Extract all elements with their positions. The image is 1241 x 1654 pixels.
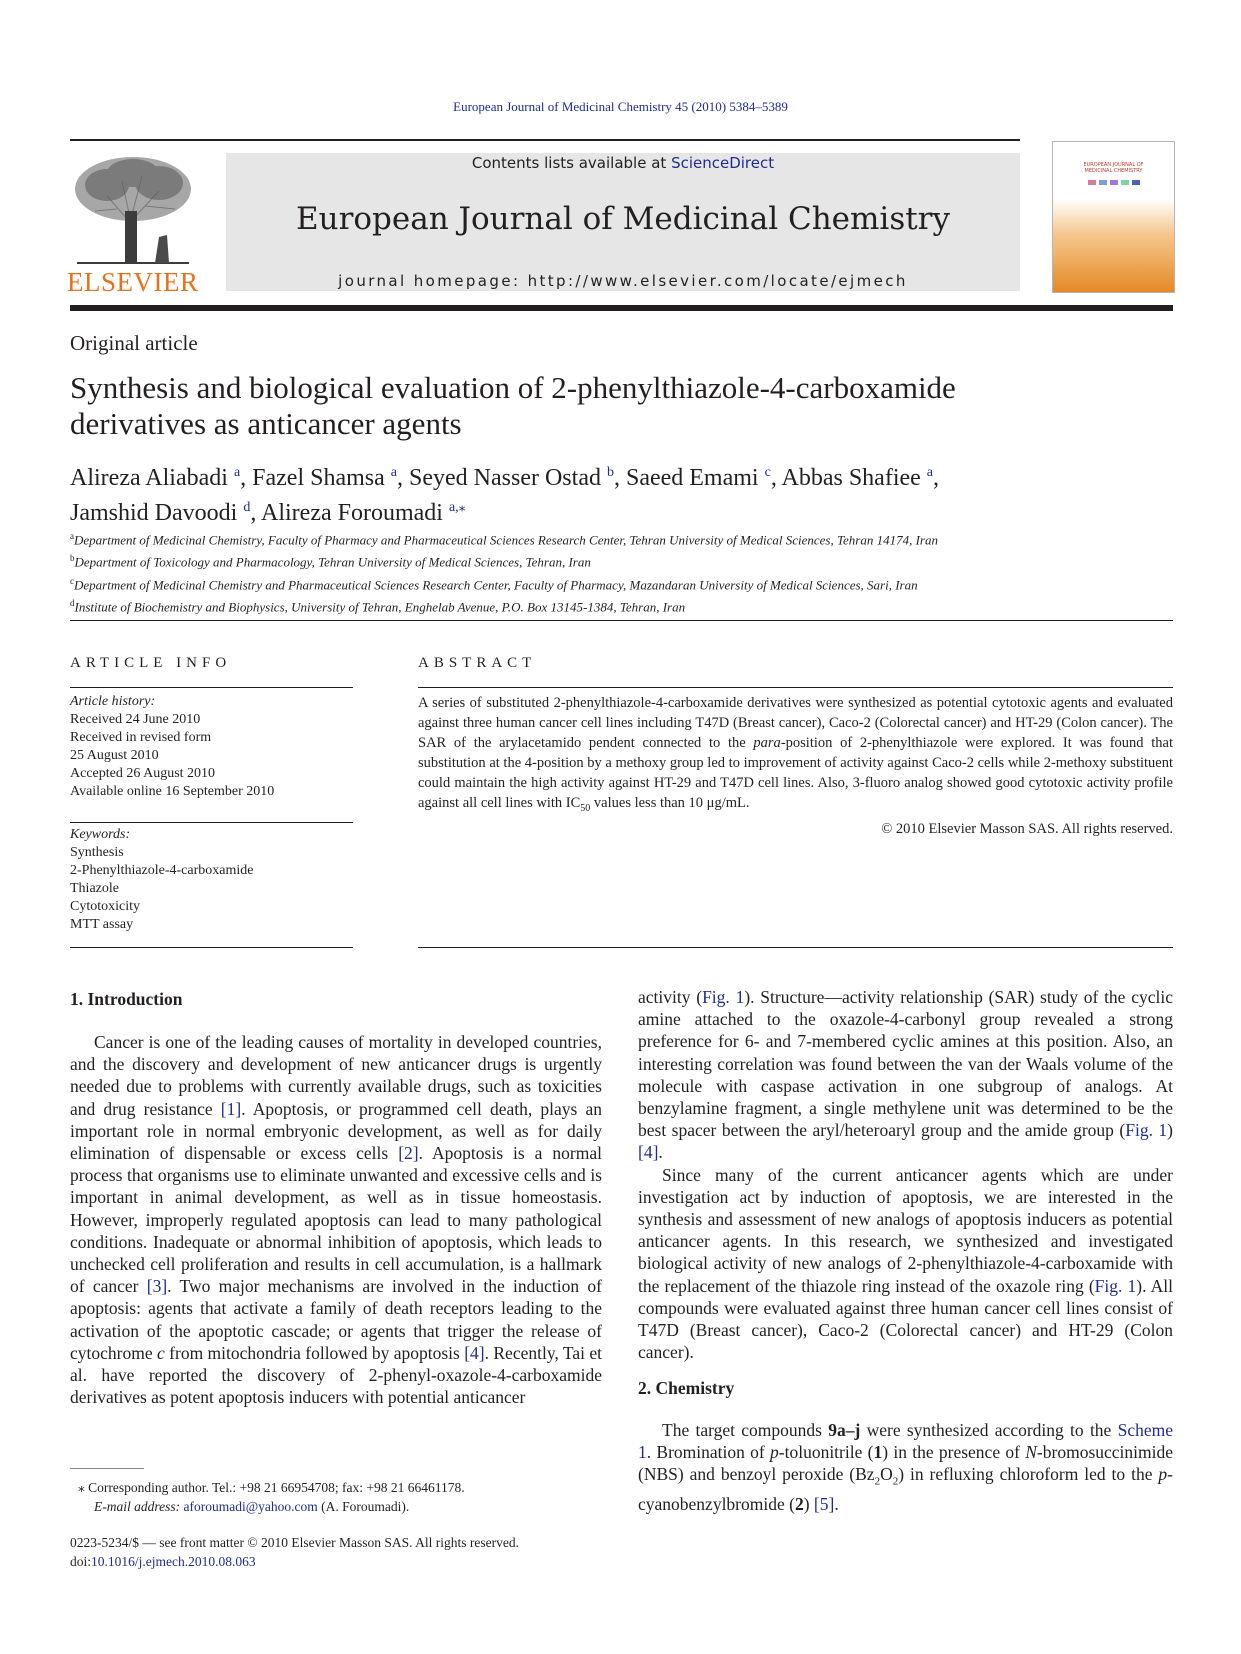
author-separator: , [250,500,262,526]
journal-title: European Journal of Medicinal Chemistry [295,201,951,237]
history-entry: Received 24 June 2010 [70,712,201,727]
fig-1-link-2[interactable]: Fig. 1 [1125,1120,1168,1141]
chem-text-d: -toluonitrile ( [778,1442,874,1463]
rc-text-d: . [658,1142,663,1163]
chem-text-c: . Bromination of [646,1442,771,1463]
introduction-heading: 1. Introduction [70,989,183,1009]
article-title [70,370,1180,442]
author-name: Alireza Foroumadi [261,500,443,526]
abstract-text-3: values less than 10 μg/mL. [590,795,750,811]
author-list [70,458,1180,528]
chemistry-heading: 2. Chemistry [638,1378,735,1398]
issn-line: 0223-5234/$ — see front matter © 2010 Elsevier Masson SAS. All rights reserved. [70,1535,519,1550]
journal-homepage[interactable]: journal homepage: http://www.elsevier.com/locate/ejmech [338,272,908,290]
journal-cover-thumbnail [1052,141,1175,293]
chem-text-i: ) [803,1494,814,1515]
affiliation-item [70,527,1180,549]
history-label: Article history: [70,694,156,709]
abstract-copyright: © 2010 Elsevier Masson SAS. All rights reserved. [881,820,1173,837]
abstract-text-2: -position of 2-phenylthiazole were explored. It was found that substitution at the 4-position by a methoxy group led to improvement of activity against Caco-2 cells while 2-methoxy substituent could maintain the high activity against HT-29 and T47D cell lines. Also, 3-fluoro analog showed good cytotoxic activity profile against all cell lines with IC [418,735,1173,811]
header-thick-rule [70,305,1173,311]
rc-text-e: Since many of the current anticancer agents which are under investigation act by induction of apoptosis, we are interested in the synthesis and assessment of new analogs of apoptosis inducers as potential anticancer agents. In this research, we synthesized and investigated biological activity of new analogs of 2-phenylthiazole-4-carboxamide with the replacement of the thiazole ring instead of the oxazole ring ( [638,1164,1173,1296]
author-separator: , [397,465,410,491]
affiliation-key: d [70,597,75,608]
author-separator: , [613,465,626,491]
right-column-body [638,986,1173,1363]
history-rule [70,822,353,823]
footnote-rule [70,1468,144,1469]
email-label: E-mail address: [94,1499,184,1514]
abstract-body [418,693,1173,839]
sciencedirect-link[interactable]: ScienceDirect [671,154,775,172]
journal-citation: European Journal of Medicinal Chemistry 45 (2010) 5384–5389 [453,99,788,114]
corresponding-author: ⁎ Corresponding author. Tel.: +98 21 66954708; fax: +98 21 66461178. [78,1480,465,1495]
affiliation-item [70,594,1180,616]
history-entry: 25 August 2010 [70,748,159,763]
author-name: Abbas Shafiee [781,465,921,491]
doi-line [70,1552,610,1571]
para-italic: p [770,1442,779,1463]
abstract-rule [418,687,1173,688]
compounds-9a-j: 9a–j [828,1420,861,1440]
chemistry-body [638,1419,1173,1515]
cover-swatches [1053,180,1174,185]
intro-text-a: Cancer is one of the leading causes of mortality in developed countries, and the discovery and development of new anticancer drugs is urgently needed due to problems with currently available drugs, such as toxicities and drug resistance [70,1032,602,1119]
rc-text-b: ). Structure—activity relationship (SAR) study of the cyclic amine attached to the oxazole-4-carbonyl group revealed a strong preference for 6- and 7-membered cyclic amines at this position. Also, an interesting correlation was found between the van der Waals volume of the molecule with caspase activation in one subgroup of analogs. At benzylamine fragment, a single methylene unit was determined to be the best spacer between the aryl/heteroaryl group and the amide group ( [638,987,1173,1141]
abstract-ic50-sub: 50 [580,802,591,814]
affiliation-item [70,549,1180,571]
elsevier-tree-icon [67,151,199,266]
keywords-list [70,844,353,934]
ref-5-link[interactable]: [5] [813,1494,835,1515]
ref-1-link[interactable]: [1] [220,1098,242,1119]
author-affiliation-mark[interactable]: b [606,465,614,480]
history-entry: Accepted 26 August 2010 [70,766,216,781]
keywords-label: Keywords: [70,827,131,842]
chem-text-f: -bromosuccinimide (NBS) and benzoyl peroxide (Bz [638,1442,1173,1485]
chem-text-b: were synthesized according to the [860,1420,1118,1440]
history-entry: Available online 16 September 2010 [70,784,275,799]
fig-1-link[interactable]: Fig. 1 [702,987,745,1007]
chem-text-g: ) in refluxing chloroform led to the [898,1464,1159,1485]
affiliation-key: c [70,575,74,586]
chemistry-paragraph [638,1419,1173,1515]
intro-text-c: . Apoptosis is a normal process that organisms use to eliminate unwanted and excessive cells and is important in animal development, as well as in tissue homeostasis. However, improperly regulated apoptosis can lead to many pathological conditions. Inadequate or abnormal inhibition of apoptosis, which leads to unchecked cell proliferation and results in cell accumulation, is a hallmark of cancer [70,1143,602,1297]
author-affiliation-mark[interactable]: a [233,465,241,480]
article-info-heading: ARTICLE INFO [70,655,232,671]
keywords-block [70,826,353,934]
email-suffix: (A. Foroumadi). [317,1499,410,1514]
article-info-rule [70,687,353,688]
fig-1-link-3[interactable]: Fig. 1 [1094,1275,1137,1296]
author-separator: , [240,465,253,491]
intro-paragraph-2 [638,1164,1173,1364]
affiliation-text: Department of Medicinal Chemistry and Pharmaceutical Sciences Research Center, Faculty of Pharmacy, Mazandaran University of Medical Sciences, Sari, Iran [74,576,918,592]
front-matter-footer [70,1533,610,1571]
abstract-text-1: A series of substituted 2-phenylthiazole-4-carboxamide derivatives were synthesized as potential cytotoxic agents and evaluated against three human cancer cell lines including T47D (Breast cancer), Caco-2 (Colorectal cancer) and HT-29 (Colon cancer). The SAR of the arylacetamido pendent connected to the [418,695,1173,751]
ref-4-link-2[interactable]: [4] [638,1142,659,1163]
author-separator: , [933,465,940,491]
abstract-heading: ABSTRACT [418,655,537,671]
keyword-item: 2-Phenylthiazole-4-carboxamide [70,863,254,878]
chem-text-e: ) in the presence of [882,1442,1026,1463]
intro-cytochrome-c: c [157,1342,165,1363]
n-italic: N [1025,1442,1037,1463]
author-separator: , [770,465,782,491]
affiliation-rule [70,620,1173,621]
affiliation-key: b [70,553,75,564]
intro-text-f: . Recently, Tai et al. have reported the discovery of 2-phenyl-oxazole-4-carboxamide derivatives as potent apoptosis inducers with potential anticancer [70,1342,602,1408]
keyword-item: Synthesis [70,845,124,860]
para-italic-2: p [1158,1464,1168,1485]
history-entry: Received in revised form [70,730,212,745]
keyword-item: Cytotoxicity [70,899,140,914]
email-line [78,1497,598,1516]
abstract-para: para [753,735,781,751]
ref-2-link[interactable]: [2] [398,1143,419,1164]
ref-3-link[interactable]: [3] [146,1276,168,1297]
author-name: Saeed Emami [625,465,759,491]
author-name: Fazel Shamsa [252,465,385,491]
top-rule [70,139,1020,141]
article-history [70,693,353,801]
keyword-item: MTT assay [70,917,134,932]
intro-continuation [638,986,1173,1164]
intro-text-b: . Apoptosis, or programmed cell death, plays an important role in normal embryonic development, as well as for daily elimination of dispensable or excess cells [70,1098,602,1164]
compound-1: 1 [873,1442,883,1463]
author-affiliation-mark[interactable]: c [764,465,771,480]
affiliation-text: Department of Medicinal Chemistry, Faculty of Pharmacy and Pharmaceutical Sciences Research Center, Tehran University of Medical Sciences, Tehran 14174, Iran [74,532,938,548]
compound-2: 2 [794,1494,804,1515]
elsevier-logo [67,151,199,297]
author-affiliation-mark[interactable]: d [243,500,251,515]
author-affiliation-mark[interactable]: a [926,465,934,480]
rc-text-a: activity ( [638,987,703,1007]
rc-text-c: ) [1167,1120,1173,1141]
cover-text: EUROPEAN JOURNAL OF MEDICINAL CHEMISTRY [1083,162,1144,174]
affiliation-text: Department of Toxicology and Pharmacology, Tehran University of Medical Sciences, Tehran, Iran [74,554,591,570]
doi-label: doi: [70,1554,92,1569]
history-list [70,711,353,801]
author-name: Jamshid Davoodi [70,500,238,526]
email-link[interactable]: aforoumadi@yahoo.com [183,1499,318,1514]
rc-text-f: ). All compounds were evaluated against three human cancer cell lines consist of T47D (Breast cancer), Caco-2 (Colorectal cancer) and HT-29 (Colon cancer). [638,1275,1173,1363]
contents-prefix: Contents lists available at [471,154,667,172]
intro-paragraph [70,1031,602,1408]
author-affiliation-mark[interactable]: a [390,465,398,480]
keywords-bottom-rule [70,947,353,948]
bz-sub: 2 [874,1475,881,1488]
intro-text-d: . Two major mechanisms are involved in the induction of apoptosis: agents that activate a family of death receptors leading to the activation of the apoptotic cascade; or agents that trigger the release of cytochrome [70,1276,602,1363]
doi-link[interactable]: 10.1016/j.ejmech.2010.08.063 [91,1554,256,1569]
chem-text-a: The target compounds [662,1420,829,1440]
abstract-bottom-rule [418,947,1173,948]
contents-line [226,154,1020,172]
article-type: Original article [70,331,198,355]
chem-o: O [880,1464,893,1485]
introduction-body [70,1031,602,1408]
title-line-1: Synthesis and biological evaluation of 2-phenylthiazole-4-carboxamide [70,370,956,405]
affiliation-item [70,572,1180,594]
chem-text-h: -cyanobenzylbromide ( [638,1464,1173,1515]
title-line-2: derivatives as anticancer agents [70,406,462,441]
author-affiliation-mark[interactable]: a,⁎ [448,500,466,515]
author-name: Seyed Nasser Ostad [409,465,601,491]
affiliations [70,527,1180,616]
ref-4-link[interactable]: [4] [464,1342,485,1363]
scheme-1-link[interactable]: Scheme 1 [638,1420,1173,1463]
affiliation-key: a [70,531,74,541]
affiliation-text: Institute of Biochemistry and Biophysics, University of Tehran, Enghelab Avenue, P.O. Box 13145-1384, Tehran, Iran [74,599,686,615]
author-name: Alireza Aliabadi [70,465,228,491]
elsevier-wordmark: ELSEVIER [67,267,199,297]
keyword-item: Thiazole [70,881,119,896]
o-sub: 2 [892,1475,899,1488]
chem-text-j: . [834,1494,839,1515]
intro-text-e: from mitochondria followed by apoptosis [164,1342,465,1363]
corresponding-footnote [78,1478,598,1516]
